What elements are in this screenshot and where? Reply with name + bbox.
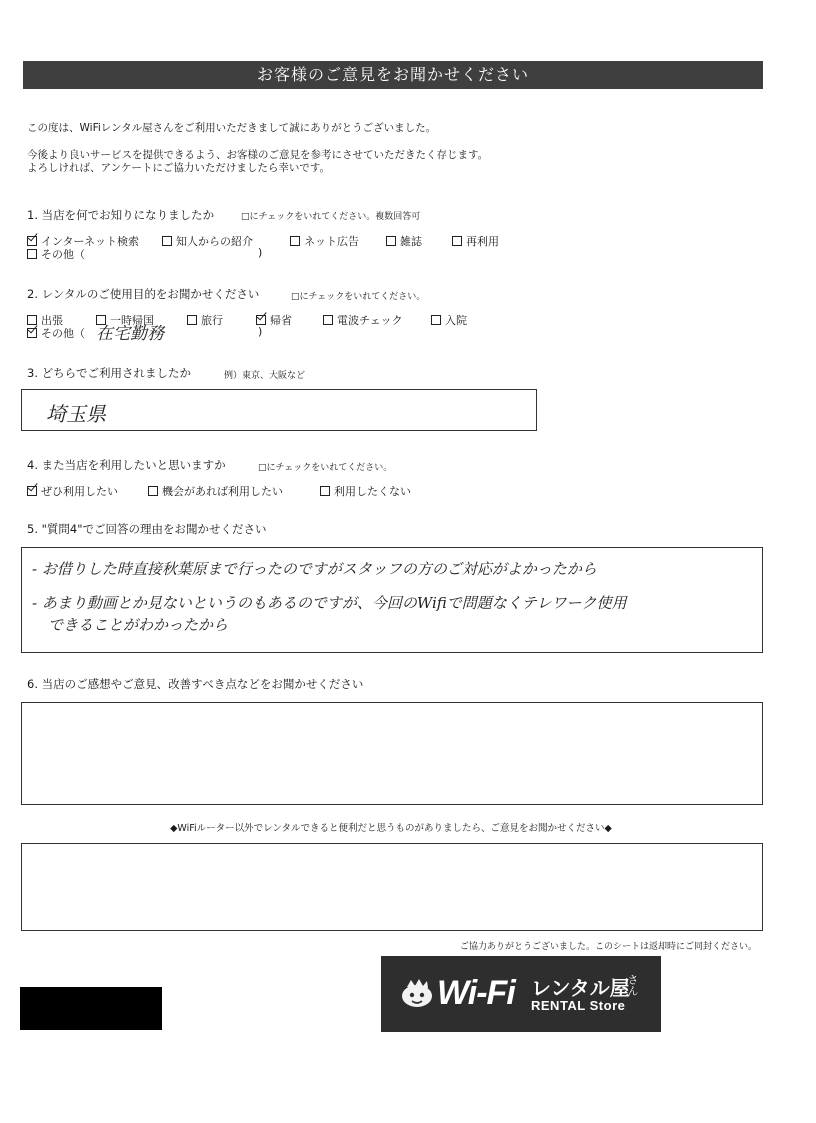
q4-option-no[interactable]: 利用したくない [320, 483, 411, 499]
q1-note: □にチェックをいれてください。複数回答可 [241, 212, 421, 222]
q1-option-reuse[interactable]: 再利用 [452, 233, 499, 249]
checkbox-checked-icon[interactable] [27, 486, 37, 496]
q5-answer-line-2: - あまり動画とか見ないというのもあるのですが、今回のWifiで問題なくテレワーク使用 [32, 594, 627, 612]
checkbox-checked-icon[interactable] [27, 236, 37, 246]
redacted-block [20, 987, 162, 1030]
intro-line-2: 今後より良いサービスを提供できるよう、お客様のご意見を参考にさせていただきたく存じます。 [27, 149, 489, 161]
q2-other-answer[interactable]: 在宅勤務 [96, 324, 164, 344]
q3-answer: 埼玉県 [46, 402, 106, 426]
q2-option-other[interactable]: その他（ [27, 325, 85, 341]
q1-option-internet[interactable]: インターネット検索 [27, 233, 139, 249]
q2-option-temporary-return[interactable]: 一時帰国 [96, 312, 154, 328]
q2-note: □にチェックをいれてください。 [291, 292, 426, 302]
extra-answer-box[interactable] [21, 843, 763, 931]
brand-logo [381, 956, 661, 1032]
intro-line-1: この度は、WiFiレンタル屋さんをご利用いただきまして誠にありがとうございました。 [27, 122, 437, 134]
checkbox-icon[interactable] [431, 315, 441, 325]
logo-rental-store-text: RENTAL Store [531, 998, 626, 1013]
logo-wifi-text: Wi-Fi [437, 974, 515, 1012]
checkbox-icon[interactable] [323, 315, 333, 325]
q1-title: 1. 当店を何でお知りになりましたか [27, 208, 215, 222]
checkbox-icon[interactable] [320, 486, 330, 496]
checkbox-icon[interactable] [148, 486, 158, 496]
q2-option-homecoming[interactable]: 帰省 [256, 312, 292, 328]
q6-title: 6. 当店のご感想やご意見、改善すべき点などをお聞かせください [27, 677, 364, 691]
logo-san-text: さん [626, 974, 638, 996]
q2-other-close: ) [258, 325, 263, 338]
q1-option-other[interactable]: その他（ [27, 246, 85, 262]
intro-line-3: よろしければ、アンケートにご協力いただけましたら幸いです。 [27, 162, 331, 174]
q1-option-referral[interactable]: 知人からの紹介 [162, 233, 253, 249]
q2-option-travel[interactable]: 旅行 [187, 312, 223, 328]
q2-option-signal-check[interactable]: 電波チェック [323, 312, 403, 328]
q4-title: 4. また当店を利用したいと思いますか [27, 458, 226, 472]
q2-option-business-trip[interactable]: 出張 [27, 312, 63, 328]
mascot-icon [399, 978, 435, 1008]
q4-option-if-chance[interactable]: 機会があれば利用したい [148, 483, 283, 499]
q2-option-hospital[interactable]: 入院 [431, 312, 467, 328]
q5-title: 5. "質問4"でご回答の理由をお聞かせください [27, 522, 267, 536]
extra-title: ◆WiFiルーター以外でレンタルできると便利だと思うものがありましたら、ご意見をお聞かせください◆ [170, 823, 612, 834]
form-title: お客様のご意見をお聞かせください [23, 61, 763, 89]
q3-note: 例）東京、大阪など [224, 371, 306, 381]
q6-answer-box[interactable] [21, 702, 763, 805]
q5-answer-line-3: できることがわかったから [48, 616, 229, 634]
q4-option-definitely[interactable]: ぜひ利用したい [27, 483, 118, 499]
footer-thanks: ご協力ありがとうございました。このシートは返却時にご同封ください。 [460, 942, 758, 952]
q1-option-net-ad[interactable]: ネット広告 [290, 233, 359, 249]
checkbox-icon[interactable] [27, 249, 37, 259]
checkbox-icon[interactable] [187, 315, 197, 325]
q4-note: □にチェックをいれてください。 [258, 463, 393, 473]
q5-answer-line-1: - お借りした時直接秋葉原まで行ったのですがスタッフの方のご対応がよかったから [32, 560, 597, 578]
q1-option-magazine[interactable]: 雑誌 [386, 233, 422, 249]
q3-answer-box[interactable] [21, 389, 537, 431]
checkbox-icon[interactable] [386, 236, 396, 246]
checkbox-checked-icon[interactable] [27, 328, 37, 338]
checkbox-checked-icon[interactable] [256, 315, 266, 325]
q5-answer-box[interactable] [21, 547, 763, 653]
logo-rental-ya-text: レンタル屋 [531, 978, 630, 1000]
checkbox-icon[interactable] [290, 236, 300, 246]
q1-other-close: ) [258, 246, 263, 259]
checkbox-icon[interactable] [162, 236, 172, 246]
q2-title: 2. レンタルのご使用目的をお聞かせください [27, 287, 260, 301]
checkbox-icon[interactable] [452, 236, 462, 246]
q3-title: 3. どちらでご利用されましたか [27, 366, 192, 380]
